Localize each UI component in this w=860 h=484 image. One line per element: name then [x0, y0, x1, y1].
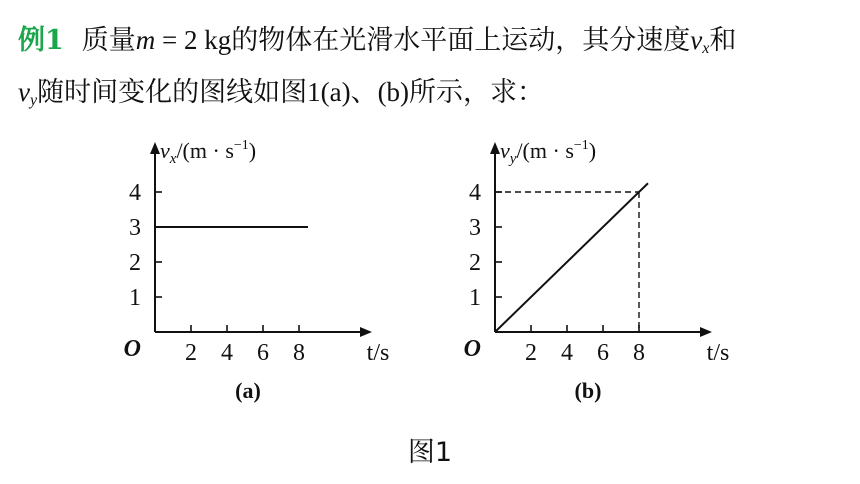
vx-subscript: x: [702, 40, 710, 57]
mass-value: = 2 kg: [155, 25, 232, 55]
vy-subscript: y: [29, 92, 38, 109]
figure-caption: 图1: [407, 437, 453, 468]
vx-symbol: v: [690, 25, 703, 55]
y-tick-label: 1: [129, 285, 141, 311]
origin-label: O: [123, 336, 141, 362]
y-tick-label: 1: [469, 285, 481, 311]
y-tick-label: 3: [469, 215, 481, 241]
x-tick-label: 2: [525, 340, 537, 366]
separator: 、: [350, 77, 378, 108]
y-axis-label: $v_y/(m \cdot s^{-1})$: [500, 138, 597, 167]
x-tick-label: 8: [633, 340, 645, 366]
y-axis-arrow: [490, 142, 500, 154]
figure-reference-a: 1(a): [307, 77, 351, 107]
x-tick-label: 6: [257, 340, 269, 366]
x-axis-arrow: [700, 327, 712, 337]
x-tick-label: 4: [221, 340, 233, 366]
problem-line-2: [18, 74, 544, 119]
problem-line-1: [18, 22, 736, 67]
mass-variable: m: [135, 25, 156, 55]
y-tick-label: 2: [469, 250, 481, 276]
chart-a: [110, 132, 410, 412]
x-tick-label: 6: [597, 340, 609, 366]
x-axis-label: t/s: [366, 340, 390, 366]
y-axis-label: $v_x/(m \cdot s^{-1})$: [160, 138, 257, 167]
x-axis-label: t/s: [706, 340, 730, 366]
figure-reference-b: (b): [377, 77, 410, 107]
chart-b: [450, 132, 750, 412]
text-segment: 质量: [81, 25, 136, 56]
panel-label: (a): [235, 378, 261, 403]
panel-label: (b): [574, 378, 602, 403]
y-tick-label: 4: [469, 180, 481, 206]
series-line: [495, 183, 648, 332]
text-segment: 随时间变化的图线如图: [37, 77, 308, 108]
x-tick-label: 8: [293, 340, 305, 366]
text-segment: 和: [709, 25, 737, 56]
text-segment: 所示，求：: [409, 77, 545, 108]
example-label: 例1: [18, 25, 64, 56]
origin-label: O: [463, 336, 481, 362]
y-tick-label: 2: [129, 250, 141, 276]
x-tick-label: 4: [561, 340, 573, 366]
x-tick-label: 2: [185, 340, 197, 366]
text-segment: 的物体在光滑水平面上运动，其分速度: [231, 25, 691, 56]
x-axis-arrow: [360, 327, 372, 337]
y-tick-label: 4: [129, 180, 141, 206]
vy-symbol: v: [18, 77, 30, 107]
y-axis-arrow: [150, 142, 160, 154]
y-tick-label: 3: [129, 215, 141, 241]
